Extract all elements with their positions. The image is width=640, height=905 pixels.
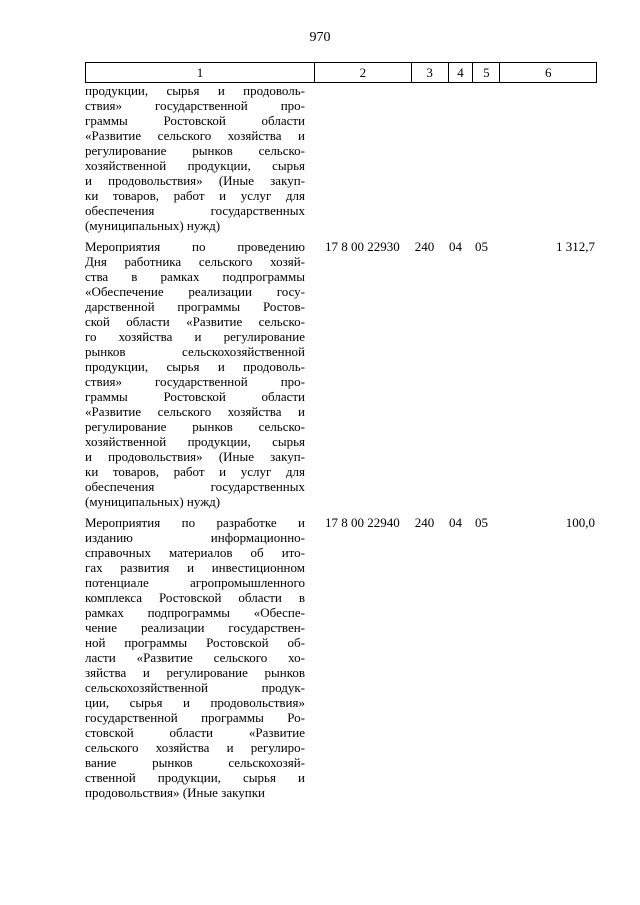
name-line: ствия» государственной про- — [85, 98, 305, 113]
budget-table — [85, 62, 597, 800]
column-header-5: 5 — [472, 63, 499, 82]
row-section-cell: 04 — [449, 239, 462, 254]
table-header-row — [85, 62, 597, 83]
column-header-1: 1 — [196, 65, 204, 80]
name-line: ствия» государственной про- — [85, 374, 305, 389]
name-line: «Обеспечение реализации госу- — [85, 284, 305, 299]
name-line: продовольствия» (Иные закупки — [85, 785, 265, 800]
name-line: сельского хозяйства и регулиро- — [85, 740, 305, 755]
name-line: справочных материалов об ито- — [85, 545, 305, 560]
name-line: вание рынков сельскохозяй- — [85, 755, 305, 770]
name-line: рамках подпрограммы «Обеспе- — [85, 605, 305, 620]
name-line: рынков сельскохозяйственной — [85, 344, 305, 359]
name-line: (муниципальных) нужд) — [85, 218, 221, 233]
row-code-cell: 17 8 00 22940 — [325, 515, 400, 530]
row-expense-type-cell: 240 — [414, 515, 435, 530]
name-line: «Развитие сельского хозяйства и — [85, 404, 305, 419]
name-line: «Развитие сельского хозяйства и — [85, 128, 305, 143]
row-sum-cell: 100,0 — [565, 515, 595, 530]
row-name-cell — [85, 239, 314, 509]
row-name-cell — [85, 515, 314, 800]
name-line: регулирование рынков сельско- — [85, 419, 305, 434]
column-header-3: 3 — [411, 63, 448, 82]
row-subsection-cell: 05 — [475, 515, 488, 530]
column-header-4: 4 — [448, 63, 473, 82]
row-code-cell — [314, 83, 406, 233]
name-line: обеспечения государственных — [85, 479, 305, 494]
name-line: сельскохозяйственной продук- — [85, 680, 305, 695]
row-subsection-cell: 05 — [475, 239, 488, 254]
name-line: Мероприятия по разработке и — [85, 515, 305, 530]
row-code-cell: 17 8 00 22930 — [325, 239, 400, 254]
row-sum-cell: 1 312,7 — [556, 239, 595, 254]
name-line: государственной программы Ро- — [85, 710, 305, 725]
row-expense-type-cell: 240 — [414, 239, 435, 254]
row-name-cell — [85, 83, 314, 233]
row-subsection-cell — [468, 83, 495, 233]
name-line: ции, сырья и продовольствия» — [85, 695, 305, 710]
table-row — [85, 239, 597, 509]
name-line: ласти «Развитие сельского хо- — [85, 650, 305, 665]
name-line: потенциале агропромышленного — [85, 575, 305, 590]
name-line: граммы Ростовской области — [85, 113, 305, 128]
name-line: Мероприятия по проведению — [85, 239, 305, 254]
page-number: 970 — [309, 30, 331, 45]
name-line: го хозяйства и регулирование — [85, 329, 305, 344]
name-line: чение реализации государствен- — [85, 620, 305, 635]
name-line: граммы Ростовской области — [85, 389, 305, 404]
name-line: ственной продукции, сырья и — [85, 770, 305, 785]
name-line: комплекса Ростовской области в — [85, 590, 305, 605]
name-line: (муниципальных) нужд) — [85, 494, 221, 509]
table-row — [85, 83, 597, 233]
name-line: продукции, сырья и продоволь- — [85, 359, 305, 374]
name-line: регулирование рынков сельско- — [85, 143, 305, 158]
name-line: обеспечения государственных — [85, 203, 305, 218]
row-sum-cell — [495, 83, 597, 233]
name-line: гах развития и инвестиционном — [85, 560, 305, 575]
name-line: и продовольствия» (Иные закуп- — [85, 449, 305, 464]
name-line: ки товаров, работ и услуг для — [85, 464, 305, 479]
name-line: зяйства и регулирование рынков — [85, 665, 305, 680]
name-line: Дня работника сельского хозяй- — [85, 254, 305, 269]
name-line: стовской области «Развитие — [85, 725, 305, 740]
column-header-6: 6 — [499, 63, 596, 82]
table-row — [85, 515, 597, 800]
name-line: дарственной программы Ростов- — [85, 299, 305, 314]
name-line: ской области «Развитие сельско- — [85, 314, 305, 329]
name-line: ки товаров, работ и услуг для — [85, 188, 305, 203]
name-line: изданию информационно- — [85, 530, 305, 545]
row-section-cell: 04 — [449, 515, 462, 530]
row-expense-type-cell — [406, 83, 443, 233]
name-line: и продовольствия» (Иные закуп- — [85, 173, 305, 188]
name-line: ной программы Ростовской об- — [85, 635, 305, 650]
name-line: ства в рамках подпрограммы — [85, 269, 305, 284]
table-body — [85, 83, 597, 800]
name-line: хозяйственной продукции, сырья — [85, 434, 305, 449]
row-section-cell — [443, 83, 468, 233]
column-header-2: 2 — [314, 63, 411, 82]
name-line: продукции, сырья и продоволь- — [85, 83, 305, 98]
name-line: хозяйственной продукции, сырья — [85, 158, 305, 173]
